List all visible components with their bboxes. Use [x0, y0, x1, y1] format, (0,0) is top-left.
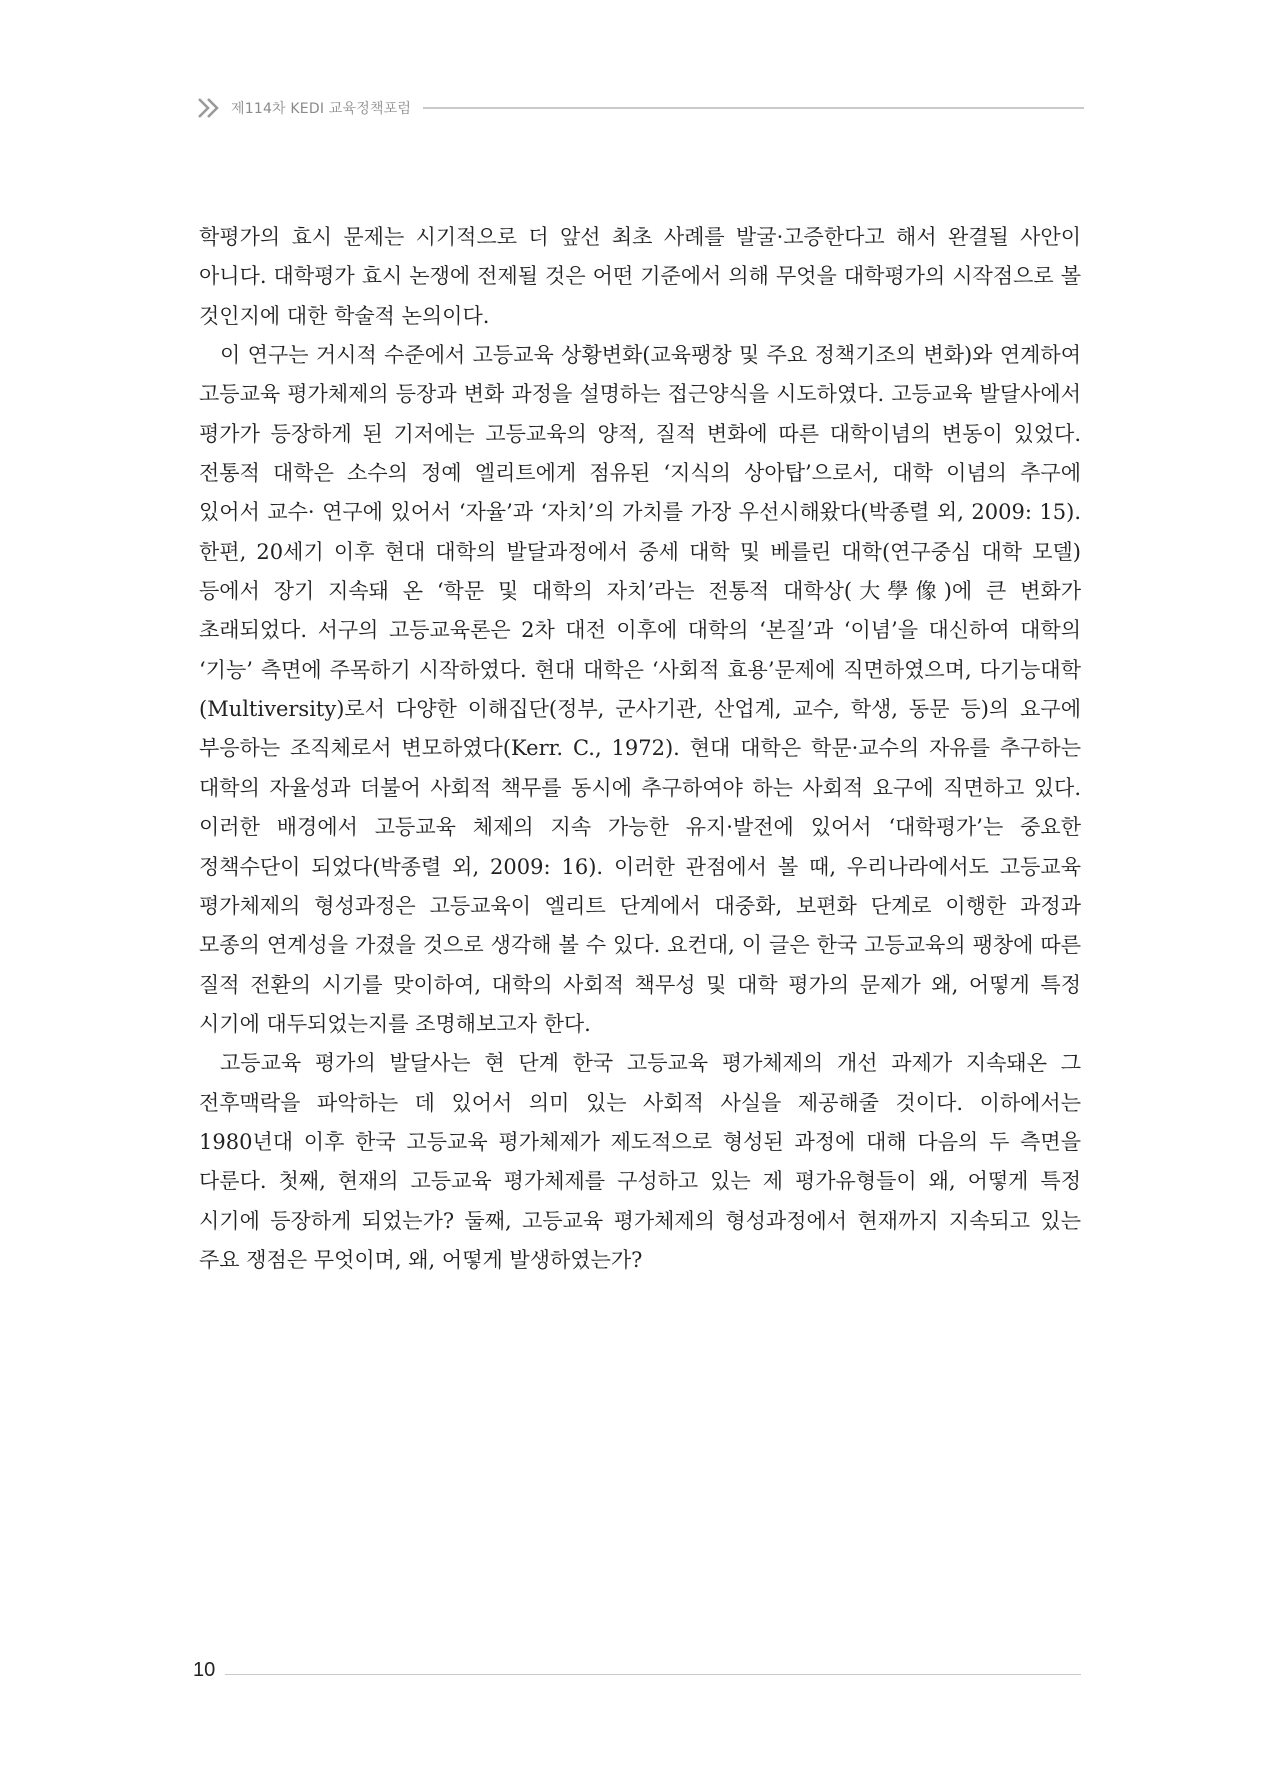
body-text [199, 218, 1081, 1280]
paragraph-2: 이 연구는 거시적 수준에서 고등교육 상황변화(교육팽창 및 주요 정책기조의 변화)와 연계하여 고등교육 평가체제의 등장과 변화 과정을 설명하는 접근양식을 시도하였다. 고등교육 발달사에서 평가가 등장하게 된 기저에는 고등교육의 양적, 질적 변화에 따른 대학이념의 변동이 있었다. 전통적 대학은 소수의 정예 엘리트에게 점유된 ‘지식의 상아탑’으로서, 대학 이념의 추구에 있어서 교수· 연구에 있어서 ‘자율’과 ‘자치’의 가치를 가장 우선시해왔다(박종렬 외, 2009: 15). 한편, 20세기 이후 현대 대학의 발달과정에서 중세 대학 및 베를린 대학(연구중심 대학 모델) 등에서 장기 지속돼 온 ‘학문 및 대학의 자치’라는 전통적 대학상(大學像)에 큰 변화가 초래되었다. 서구의 고등교육론은 2차 대전 이후에 대학의 ‘본질’과 ‘이념’을 대신하여 대학의 ‘기능’ 측면에 주목하기 시작하였다. 현대 대학은 ‘사회적 효용’문제에 직면하였으며, 다기능대학(Multiversity)로서 다양한 이해집단(정부, 군사기관, 산업계, 교수, 학생, 동문 등)의 요구에 부응하는 조직체로서 변모하였다(Kerr. C., 1972). 현대 대학은 학문·교수의 자유를 추구하는 대학의 자율성과 더불어 사회적 책무를 동시에 추구하여야 하는 사회적 요구에 직면하고 있다. 이러한 배경에서 고등교육 체제의 지속 가능한 유지·발전에 있어서 ‘대학평가’는 중요한 정책수단이 되었다(박종렬 외, 2009: 16). 이러한 관점에서 볼 때, 우리나라에서도 고등교육 평가체제의 형성과정은 고등교육이 엘리트 단계에서 대중화, 보편화 단계로 이행한 과정과 모종의 연계성을 가졌을 것으로 생각해 볼 수 있다. 요컨대, 이 글은 한국 고등교육의 팽창에 따른 질적 전환의 시기를 맞이하여, 대학의 사회적 책무성 및 대학 평가의 문제가 왜, 어떻게 특정 시기에 대두되었는지를 조명해보고자 한다. [199, 343, 1081, 1036]
page-footer [193, 1655, 1081, 1685]
footer-divider [225, 1674, 1081, 1675]
running-header [197, 93, 1084, 123]
double-chevron-right-icon [197, 97, 223, 119]
header-divider [423, 107, 1084, 109]
header-title: 제114차 KEDI 교육정책포럼 [231, 101, 412, 117]
paragraph-1: 학평가의 효시 문제는 시기적으로 더 앞선 최초 사례를 발굴·고증한다고 해서 완결될 사안이 아니다. 대학평가 효시 논쟁에 전제될 것은 어떤 기준에서 의해 무엇을 대학평가의 시작점으로 볼 것인지에 대한 학술적 논의이다. [199, 225, 1081, 328]
page-number: 10 [193, 1658, 216, 1681]
paragraph-3: 고등교육 평가의 발달사는 현 단계 한국 고등교육 평가체제의 개선 과제가 지속돼온 그 전후맥락을 파악하는 데 있어서 의미 있는 사회적 사실을 제공해줄 것이다. 이하에서는 1980년대 이후 한국 고등교육 평가체제가 제도적으로 형성된 과정에 대해 다음의 두 측면을 다룬다. 첫째, 현재의 고등교육 평가체제를 구성하고 있는 제 평가유형들이 왜, 어떻게 특정 시기에 등장하게 되었는가? 둘째, 고등교육 평가체제의 형성과정에서 현재까지 지속되고 있는 주요 쟁점은 무엇이며, 왜, 어떻게 발생하였는가? [199, 1051, 1081, 1272]
